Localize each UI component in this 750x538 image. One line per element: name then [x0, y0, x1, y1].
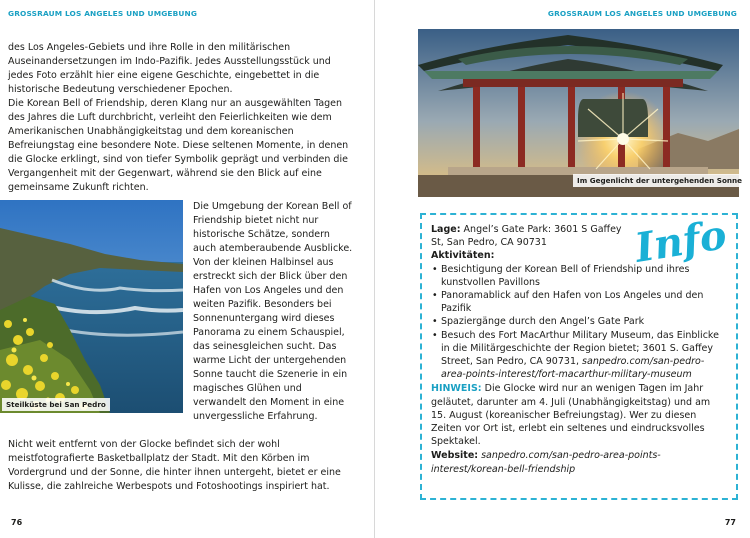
hint-block	[431, 382, 724, 448]
paragraph-museum-intro: des Los Angeles-Gebiets und ihre Rolle in den militärischen Auseinandersetzungen im Indo-Pazifik. Jedes Ausstellungsstück und jedes Foto erzählt hier eine eigene Geschichte, eingebettet in die historische Bedeutung verschiedener Epochen.	[8, 42, 331, 95]
right-page	[375, 0, 750, 538]
running-head-left: GROSSRAUM LOS ANGELES UND UMGEBUNG	[8, 9, 198, 18]
page-number-left: 76	[11, 518, 23, 527]
korean-bell-pavilion-photo	[418, 29, 739, 197]
running-head-right: GROSSRAUM LOS ANGELES UND UMGEBUNG	[547, 9, 737, 18]
website-link[interactable]: sanpedro.com/san-pedro-area-points-interest/korean-bell-friendship	[431, 450, 661, 475]
hint-label: HINWEIS:	[431, 383, 482, 395]
museum-link[interactable]: sanpedro.com/san-pedro-area-points-interest/fort-macarthur-military-museum	[441, 356, 705, 381]
activity-item: • Panoramablick auf den Hafen von Los Angeles und den Pazifik	[431, 289, 724, 315]
photo-caption-cliff: Steilküste bei San Pedro	[2, 398, 110, 411]
location-text: Angel’s Gate Park: 3601 S Gaffey St, San Pedro, CA 90731	[431, 224, 622, 249]
cliff-coast-photo	[0, 200, 183, 413]
activity-item: • Besichtigung der Korean Bell of Friendship und ihres kunstvollen Pavillons	[431, 263, 724, 289]
info-logo: Info	[632, 211, 731, 272]
activities-list	[431, 263, 724, 382]
activities-label: Aktivitäten:	[431, 250, 495, 262]
hint-text: Die Glocke wird nur an wenigen Tagen im Jahr geläutet, darunter am 4. Juli (Unabhängigkeitstag) und am 15. August (koreanischer Befreiungstag). Wer zu diesen Zeiten vor Ort ist, erlebt ein seltenes und eindrucksvolles Spektakel.	[431, 383, 711, 448]
museum-text: Besuch des Fort MacArthur Military Museum, das Einblicke in die Militärgeschichte der Region bietet; 3601 S. Gaffey Street, San Pedro, CA 90731,	[441, 329, 719, 368]
paragraph-surroundings: Die Umgebung der Korean Bell of Friendship bietet nicht nur historische Schätze, sondern auch atemberaubende Ausblicke. Von der kleinen Halbinsel aus erstreckt sich der Blick über den Hafen von Los Angeles und den weiten Pazifik. Besonders bei Sonnenuntergang wird dieses Panorama zu einem Schauspiel, das seinesgleichen sucht. Das warme Licht der untergehenden Sonne taucht die Szenerie in ein magisches Glühen und verwandelt den Moment in eine unvergessliche Erfahrung.	[193, 201, 353, 422]
page-number-right: 77	[724, 518, 736, 527]
website-block	[431, 449, 724, 475]
activity-item: • Spaziergänge durch den Angel’s Gate Park	[431, 315, 724, 328]
paragraph-basketball: Nicht weit entfernt von der Glocke befindet sich der wohl meistfotografierte Basketballplatz der Stadt. Mit den Körben im Vordergrund und der Sonne, die hinter ihnen untergeht, bietet er eine Kulisse, die zahlreiche Werbespots und Fotoshootings inspiriert hat.	[8, 439, 341, 492]
location-block	[431, 223, 631, 249]
activity-item-museum	[431, 329, 724, 382]
website-label: Website:	[431, 450, 479, 462]
photo-caption-bell: Im Gegenlicht der untergehenden Sonne	[573, 174, 746, 187]
location-label: Lage:	[431, 224, 461, 235]
info-box	[420, 213, 738, 500]
paragraph-korean-bell: Die Korean Bell of Friendship, deren Klang nur an ausgewählten Tagen des Jahres die Luft durchbricht, verleiht den Feierlichkeiten wie dem Amerikanischen Unabhängigkeitstag und dem koreanischen Befreiungstag eine besondere Note. Diese seltenen Momente, in denen die Glocke erklingt, sind von tiefer Symbolik geprägt und verbinden die Vergangenheit mit der Gegenwart, während sie den Blick auf eine gemeinsame Zukunft richten.	[8, 98, 349, 193]
